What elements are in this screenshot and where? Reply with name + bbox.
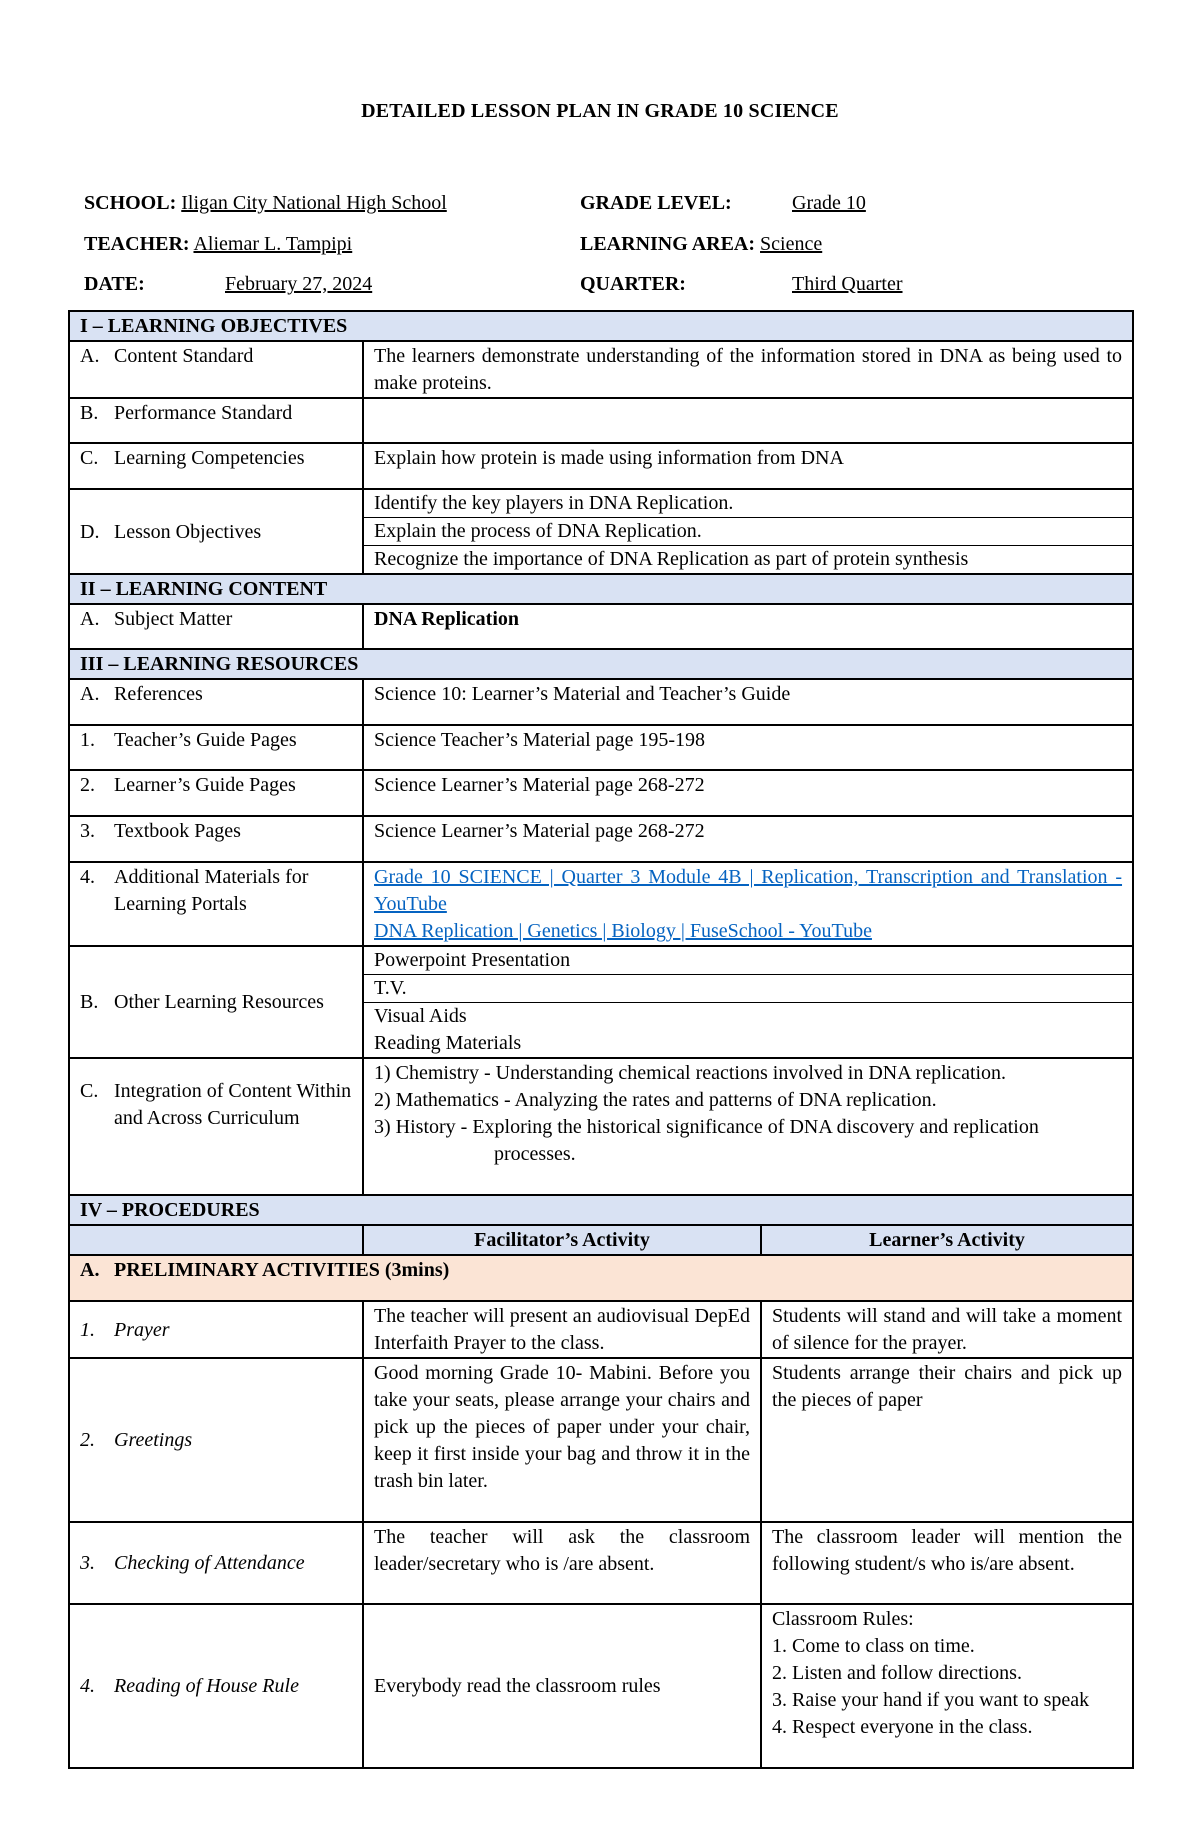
performance-standard-label: B. Performance Standard [69,398,363,443]
greetings-facilitator: Good morning Grade 10- Mabini. Before you take your seats, please arrange your chairs and pick up the pieces of paper under your chair, keep it first inside your bag and throw it in the trash bin later. [363,1358,761,1522]
house-rule-learner [761,1604,1133,1768]
additional-materials-links [363,862,1133,946]
integration-line-processes: processes. [494,1143,576,1165]
grade-value: Grade 10 [792,192,866,214]
greetings-learner: Students arrange their chairs and pick up the pieces of paper [761,1358,1133,1522]
quarter-label: QUARTER: [580,273,686,295]
attendance-learner: The classroom leader will mention the following student/s who is/are absent. [761,1522,1133,1604]
teacher-label: TEACHER: [84,233,190,255]
date-label: DATE: [84,273,145,295]
rule-item: 3. Raise your hand if you want to speak [772,1689,1090,1711]
integration-text [363,1058,1133,1195]
subject-matter-label: A. Subject Matter [69,604,363,649]
references-text: Science 10: Learner’s Material and Teacher’s Guide [363,679,1133,725]
additional-materials-label: 4. Additional Materials for Learning Portals [69,862,363,946]
learner-column-header: Learner’s Activity [761,1225,1133,1255]
quarter-value: Third Quarter [792,273,903,295]
attendance-label: 3. Checking of Attendance [69,1522,363,1604]
content-standard-text: The learners demonstrate understanding of the information stored in DNA as being used to make proteins. [363,341,1133,398]
preliminary-activities-heading: A. PRELIMINARY ACTIVITIES (3mins) [69,1255,1133,1301]
learners-guide-text: Science Learner’s Material page 268-272 [363,770,1133,816]
learning-competencies-label: C. Learning Competencies [69,443,363,489]
school-value: Iligan City National High School [181,192,447,214]
greetings-label: 2. Greetings [69,1358,363,1522]
rule-item: 4. Respect everyone in the class. [772,1716,1033,1738]
date-label-wrap [84,273,145,296]
subject-matter-text: DNA Replication [363,604,1133,649]
section-procedures: IV – PROCEDURES [69,1195,1133,1225]
objective-item: Explain the process of DNA Replication. [364,517,1132,545]
textbook-pages-text: Science Learner’s Material page 268-272 [363,816,1133,862]
rule-item: 1. Come to class on time. [772,1635,975,1657]
learners-guide-label: 2. Learner’s Guide Pages [69,770,363,816]
facilitator-column-header: Facilitator’s Activity [363,1225,761,1255]
resource-item: Powerpoint Presentation [374,949,571,971]
school-line [84,192,447,215]
performance-standard-text [363,398,1133,443]
objective-item: Recognize the importance of DNA Replication as part of protein synthesis [364,545,1132,573]
rules-title: Classroom Rules: [772,1608,914,1630]
youtube-link-fuseschool[interactable]: DNA Replication | Genetics | Biology | FuseSchool - YouTube [374,920,872,942]
rule-item: 2. Listen and follow directions. [772,1662,1022,1684]
content-standard-label: A. Content Standard [69,341,363,398]
teacher-line [84,233,352,256]
objective-item: Identify the key players in DNA Replication. [374,492,734,514]
section-learning-objectives: I – LEARNING OBJECTIVES [69,311,1133,341]
grade-label: GRADE LEVEL: [580,192,732,214]
area-label: LEARNING AREA: [580,233,756,255]
other-resources-list [363,946,1133,1058]
integration-line-chemistry: 1) Chemistry - Understanding chemical reactions involved in DNA replication. [374,1062,1007,1084]
resource-item: Visual Aids Reading Materials [364,1002,1132,1057]
resource-item: T.V. [364,974,1132,1002]
integration-line-history: 3) History - Exploring the historical significance of DNA discovery and replication [374,1116,1039,1138]
procedures-blank-header [69,1225,363,1255]
area-value: Science [760,233,823,255]
date-value: February 27, 2024 [225,273,373,295]
teachers-guide-label: 1. Teacher’s Guide Pages [69,725,363,770]
attendance-facilitator: The teacher will ask the classroom leader/secretary who is /are absent. [363,1522,761,1604]
section-learning-content: II – LEARNING CONTENT [69,574,1133,604]
area-line [580,233,822,256]
lesson-objectives-label: D. Lesson Objectives [69,489,363,574]
house-rule-label: 4. Reading of House Rule [69,1604,363,1768]
school-label: SCHOOL: [84,192,177,214]
integration-line-mathematics: 2) Mathematics - Analyzing the rates and patterns of DNA replication. [374,1089,937,1111]
document-title: DETAILED LESSON PLAN IN GRADE 10 SCIENCE [361,100,839,122]
other-resources-label: B. Other Learning Resources [69,946,363,1058]
quarter-label-wrap [580,273,686,296]
teachers-guide-text: Science Teacher’s Material page 195-198 [363,725,1133,770]
teacher-value: Aliemar L. Tampipi [193,233,353,255]
references-label: A. References [69,679,363,725]
prayer-facilitator: The teacher will present an audiovisual DepEd Interfaith Prayer to the class. [363,1301,761,1358]
prayer-learner: Students will stand and will take a moment of silence for the prayer. [761,1301,1133,1358]
section-learning-resources: III – LEARNING RESOURCES [69,649,1133,679]
youtube-link-module-4b[interactable]: Grade 10 SCIENCE | Quarter 3 Module 4B | Replication, Transcription and Translation - YouTube [374,866,1123,915]
integration-label: C. Integration of Content Within and Across Curriculum [69,1058,363,1195]
grade-line [580,192,732,215]
lesson-plan-table [68,310,1134,1769]
lesson-objectives-list [363,489,1133,574]
prayer-label: 1. Prayer [69,1301,363,1358]
learning-competencies-text: Explain how protein is made using information from DNA [363,443,1133,489]
textbook-pages-label: 3. Textbook Pages [69,816,363,862]
house-rule-facilitator: Everybody read the classroom rules [363,1604,761,1768]
